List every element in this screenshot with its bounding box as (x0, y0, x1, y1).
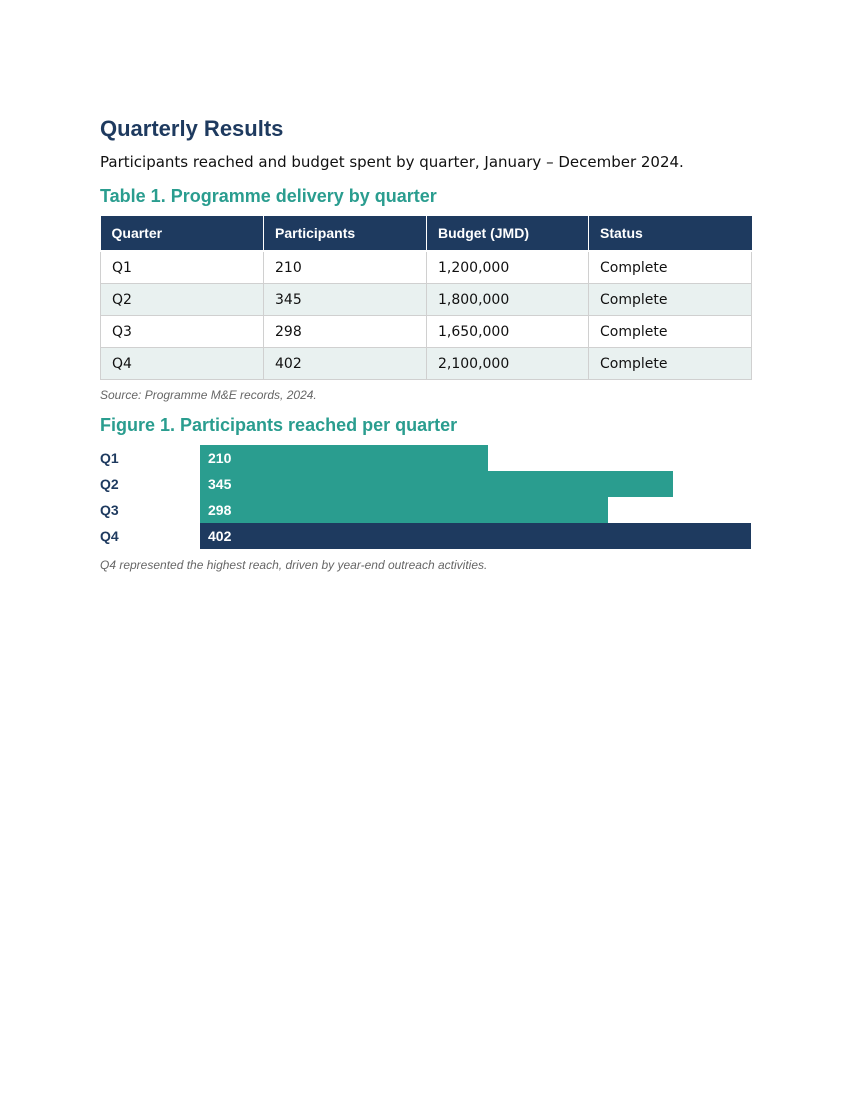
bar-value-label: 402 (208, 528, 232, 544)
cell-participants: 402 (264, 348, 427, 380)
bar-row-q2 (100, 471, 751, 497)
figure-note: Q4 represented the highest reach, driven by year-end outreach activities. (100, 558, 488, 572)
bar-q3 (200, 497, 608, 523)
column-header-status: Status (589, 216, 752, 251)
cell-status: Complete (589, 316, 752, 348)
column-header-quarter: Quarter (101, 216, 264, 251)
table-heading: Table 1. Programme delivery by quarter (100, 186, 437, 206)
bar-row-q4 (100, 523, 751, 549)
delivery-table (100, 216, 752, 380)
column-header-budget: Budget (JMD) (427, 216, 589, 251)
participants-bar-chart (100, 445, 751, 549)
table-row (101, 284, 752, 316)
cell-status: Complete (589, 284, 752, 316)
bar-value-label: 298 (208, 502, 232, 518)
cell-quarter: Q4 (101, 348, 264, 380)
cell-budget: 2,100,000 (427, 348, 589, 380)
cell-participants: 210 (264, 251, 427, 284)
cell-participants: 345 (264, 284, 427, 316)
table-header-row (101, 216, 752, 251)
table-row (101, 348, 752, 380)
bar-value-label: 345 (208, 476, 232, 492)
page-title: Quarterly Results (100, 116, 284, 141)
bar-q2 (200, 471, 673, 497)
bar-q1 (200, 445, 488, 471)
table-row (101, 251, 752, 284)
table-source-note: Source: Programme M&E records, 2024. (100, 388, 317, 402)
bar-category-label: Q4 (100, 528, 119, 544)
table-row (101, 316, 752, 348)
bar-category-label: Q1 (100, 450, 119, 466)
cell-quarter: Q3 (101, 316, 264, 348)
bar-row-q3 (100, 497, 751, 523)
cell-budget: 1,200,000 (427, 251, 589, 284)
bar-q4 (200, 523, 751, 549)
figure-heading: Figure 1. Participants reached per quarter (100, 415, 458, 435)
column-header-participants: Participants (264, 216, 427, 251)
page-subtitle: Participants reached and budget spent by quarter, January – December 2024. (100, 153, 684, 171)
cell-participants: 298 (264, 316, 427, 348)
bar-row-q1 (100, 445, 751, 471)
bar-category-label: Q2 (100, 476, 119, 492)
cell-budget: 1,650,000 (427, 316, 589, 348)
cell-quarter: Q1 (101, 251, 264, 284)
bar-category-label: Q3 (100, 502, 119, 518)
cell-budget: 1,800,000 (427, 284, 589, 316)
cell-quarter: Q2 (101, 284, 264, 316)
bar-value-label: 210 (208, 450, 232, 466)
cell-status: Complete (589, 348, 752, 380)
cell-status: Complete (589, 251, 752, 284)
